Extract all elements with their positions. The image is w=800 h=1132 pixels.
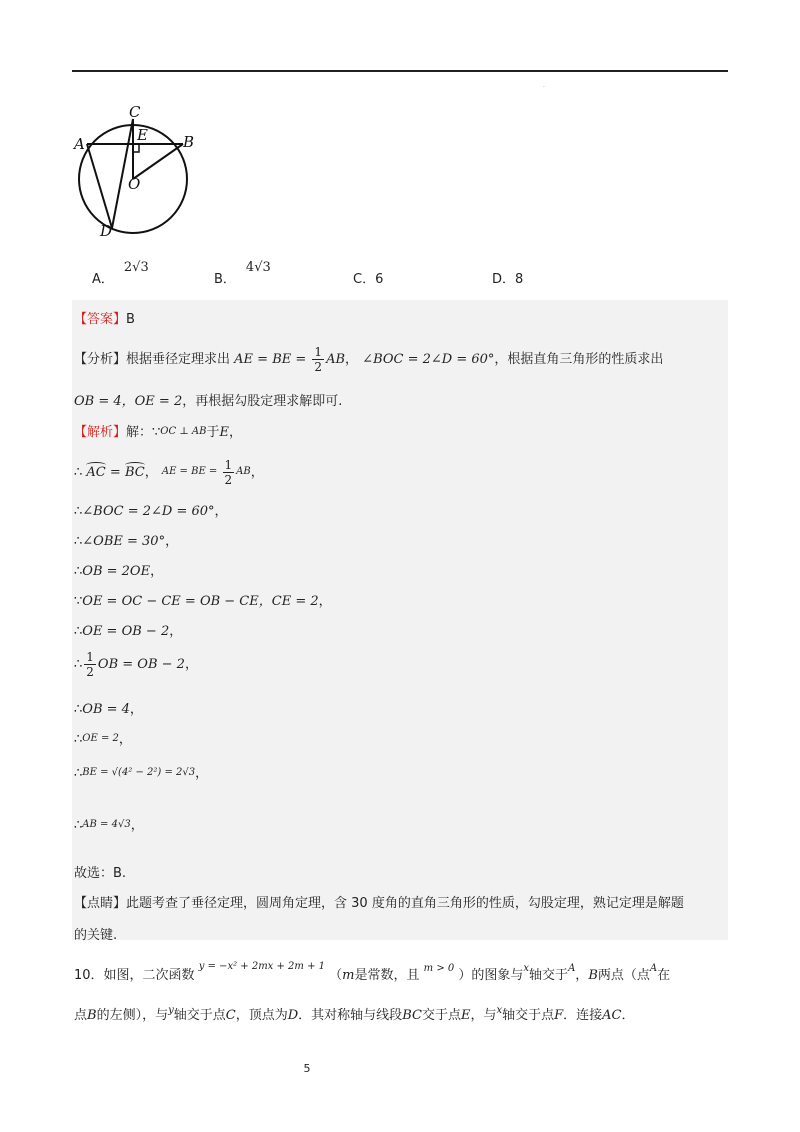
- step-eq: OE = OC − CE = OB − CE，CE = 2: [82, 594, 319, 609]
- segment-ad: [87, 144, 112, 228]
- fraction: [312, 345, 324, 374]
- choice-letter: C．: [353, 272, 376, 287]
- separator: ，: [195, 766, 209, 781]
- solution-tag: 【解析】: [74, 425, 127, 440]
- separator: ，: [144, 465, 158, 480]
- question-text: 在: [657, 968, 671, 983]
- therefore-symbol: ∴: [74, 766, 83, 781]
- analysis-line-1: [74, 345, 663, 374]
- comment-line-1: [74, 892, 684, 911]
- condition: m > 0: [423, 963, 455, 974]
- fraction: [223, 458, 235, 487]
- solution-text: 于: [206, 425, 220, 440]
- comment-tag: 【点睛】: [74, 896, 127, 911]
- label-o: O: [128, 175, 141, 193]
- arc-bc: BC: [124, 465, 145, 480]
- separator: ，: [118, 732, 132, 747]
- question-text: 轴交于: [529, 968, 569, 983]
- question-line-2: [74, 1004, 635, 1023]
- choice-value: 2√3: [123, 260, 149, 275]
- point-label: E: [219, 425, 229, 440]
- comment-text: 此题考查了垂径定理，圆周角定理，含 30 度角的直角三角形的性质，勾股定理，熟记定理是解题: [126, 896, 684, 911]
- question-text: ，与: [470, 1008, 497, 1023]
- step-eq: BE = √(4² − 2²) = 2√3: [82, 767, 196, 778]
- analysis-text: ，再根据勾股定理求解即可.: [182, 394, 343, 409]
- step-1: [74, 458, 264, 487]
- segment-dc: [112, 119, 133, 228]
- separator: ，: [184, 657, 198, 672]
- point-b: B: [87, 1008, 97, 1023]
- analysis-eq: AB: [326, 352, 346, 367]
- header-mark: ·: [543, 84, 545, 91]
- separator: ，: [214, 504, 228, 519]
- step-3: [74, 530, 178, 549]
- separator: ，: [250, 465, 264, 480]
- step-eq: ∠OBE = 30°: [82, 534, 166, 549]
- conclusion: 故选：B.: [74, 866, 127, 881]
- step-eq: ∠BOC = 2∠D = 60°: [82, 504, 215, 519]
- question-text: ．: [621, 1008, 635, 1023]
- question-text: （: [329, 968, 343, 983]
- step-eq: OE = 2: [82, 733, 119, 744]
- step-eq: OB = 2OE: [82, 564, 151, 579]
- choice-letter: D．: [492, 272, 516, 287]
- therefore-symbol: ∴: [74, 624, 83, 639]
- header-rule: [72, 70, 728, 72]
- variable-m: m: [342, 968, 355, 983]
- question-text: ．其对称轴与线段: [298, 1008, 403, 1023]
- step-eq: AE = BE =: [161, 466, 221, 477]
- step-eq: =: [105, 465, 125, 480]
- analysis-tag: 【分析】: [74, 352, 127, 367]
- label-d: D: [100, 222, 113, 240]
- page-number: 5: [303, 1062, 311, 1075]
- answer-tag: 【答案】: [74, 312, 127, 327]
- solution-intro: [74, 421, 242, 440]
- therefore-symbol: ∴: [74, 564, 83, 579]
- question-text: 的左侧），与: [96, 1008, 169, 1023]
- step-5: [74, 590, 332, 609]
- analysis-eq: OB = 4，OE = 2: [74, 394, 183, 409]
- point-f: F: [554, 1008, 564, 1023]
- comment-line-2: 的关键.: [74, 928, 118, 943]
- therefore-symbol: ∴: [74, 657, 83, 672]
- fraction: [84, 650, 96, 679]
- variable-x: x: [523, 963, 530, 974]
- choice-value: 4√3: [245, 260, 271, 275]
- segment-bc: BC: [402, 1008, 422, 1023]
- solution-eq: OC ⊥ AB: [160, 426, 207, 437]
- step-eq: AB = 4√3: [82, 819, 131, 830]
- label-a: A: [74, 135, 85, 153]
- variable-x: x: [496, 1005, 503, 1016]
- analysis-text: 根据垂径定理求出: [126, 352, 231, 367]
- therefore-symbol: ∴: [74, 732, 83, 747]
- point-c: C: [225, 1008, 236, 1023]
- question-number: 10．如图，二次函数: [74, 968, 195, 983]
- choice-value: 6: [375, 272, 384, 287]
- choice-c: [353, 268, 383, 287]
- therefore-symbol: ∴: [74, 504, 83, 519]
- therefore-symbol: ∴: [74, 818, 83, 833]
- label-e: E: [137, 126, 148, 144]
- separator: ，: [130, 818, 144, 833]
- therefore-symbol: ∴: [74, 534, 83, 549]
- point-a: A: [649, 963, 658, 974]
- step-6: [74, 620, 182, 639]
- question-line-1: [74, 961, 671, 983]
- answer-value: B: [126, 312, 135, 327]
- step-10: [74, 762, 208, 781]
- choice-d: [492, 268, 523, 287]
- choice-b: [214, 260, 271, 287]
- analysis-line-2: [74, 390, 342, 409]
- segment-ac: AC: [602, 1008, 622, 1023]
- question-text: ．连接: [563, 1008, 603, 1023]
- fraction-num: 1: [224, 458, 233, 472]
- step-eq: OB = OB − 2: [97, 657, 185, 672]
- analysis-text: ，根据直角三角形的性质求出: [494, 352, 664, 367]
- separator: ，: [169, 624, 183, 639]
- question-text: ）的图象与: [458, 968, 524, 983]
- separator: ，: [165, 534, 179, 549]
- analysis-eq: AE = BE =: [234, 352, 311, 367]
- step-9: [74, 728, 132, 747]
- label-c: C: [129, 103, 141, 121]
- separator: ，: [345, 352, 359, 367]
- function-expression: y = −x² + 2mx + 2m + 1: [198, 961, 326, 972]
- answer-line: [74, 308, 135, 327]
- step-eq: OE = OB − 2: [82, 624, 170, 639]
- point-b: B: [588, 968, 598, 983]
- fraction-num: 1: [86, 650, 94, 664]
- fraction-den: 2: [314, 360, 323, 374]
- solution-text: 解：∵: [126, 425, 161, 440]
- segment-ob: [133, 144, 183, 179]
- choice-a: [92, 260, 149, 287]
- step-8: [74, 698, 143, 717]
- analysis-eq: ∠BOC = 2∠D = 60°: [362, 352, 495, 367]
- circle-figure: [72, 100, 232, 240]
- therefore-symbol: ∴: [74, 702, 83, 717]
- question-text: 轴交于点: [502, 1008, 555, 1023]
- point-e: E: [460, 1008, 471, 1023]
- step-eq: AB: [236, 466, 251, 477]
- question-text: 交于点: [421, 1008, 461, 1023]
- question-text: 两点（点: [597, 968, 650, 983]
- question-text: 点: [74, 1008, 88, 1023]
- question-text: ，顶点为: [235, 1008, 288, 1023]
- separator: ，: [575, 968, 589, 983]
- separator: ，: [229, 425, 243, 440]
- step-7: [74, 650, 198, 679]
- step-2: [74, 500, 228, 519]
- choice-letter: B．: [214, 272, 236, 287]
- fraction-num: 1: [314, 345, 323, 359]
- point-d: D: [287, 1008, 299, 1023]
- question-text: 轴交于点: [173, 1008, 226, 1023]
- separator: ，: [150, 564, 164, 579]
- because-symbol: ∵: [74, 594, 83, 609]
- arc-ac: AC: [86, 465, 106, 480]
- choice-value: 8: [515, 272, 524, 287]
- step-4: [74, 560, 163, 579]
- label-b: B: [183, 133, 195, 151]
- question-text: 是常数，且: [354, 968, 420, 983]
- fraction-den: 2: [224, 473, 233, 487]
- choice-letter: A．: [92, 272, 114, 287]
- separator: ，: [129, 702, 143, 717]
- point-a: A: [568, 963, 576, 974]
- step-11: [74, 814, 144, 833]
- variable-y: y: [168, 1005, 174, 1016]
- therefore-symbol: ∴: [74, 465, 83, 480]
- fraction-den: 2: [86, 665, 94, 679]
- step-eq: OB = 4: [82, 702, 130, 717]
- separator: ，: [318, 594, 332, 609]
